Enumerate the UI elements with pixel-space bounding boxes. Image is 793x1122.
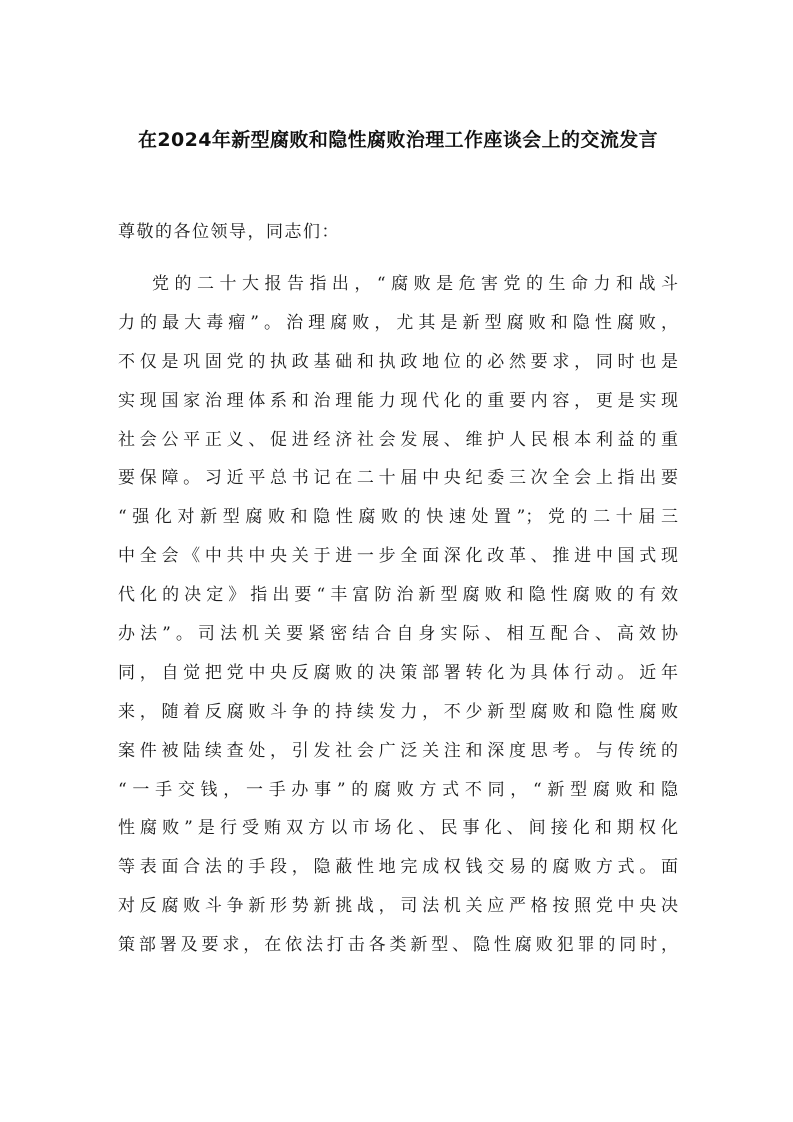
paragraph-line: 代化的决定》指出要“丰富防治新型腐败和隐性腐败的有效 [118,585,678,606]
paragraph-line: 同，自觉把党中央反腐败的决策部署转化为具体行动。近年 [118,662,678,683]
body-paragraph [118,265,678,965]
paragraph-line: 不仅是巩固党的执政基础和执政地位的必然要求，同时也是 [118,351,678,372]
paragraph-line: 性腐败”是行受贿双方以市场化、民事化、间接化和期权化 [118,818,678,839]
paragraph-line: 对反腐败斗争新形势新挑战，司法机关应严格按照党中央决 [118,896,678,917]
paragraph-line: 力的最大毒瘤”。治理腐败，尤其是新型腐败和隐性腐败， [118,312,678,333]
paragraph-line: 办法”。司法机关要紧密结合自身实际、相互配合、高效协 [118,624,678,645]
page-title: 在2024年新型腐败和隐性腐败治理工作座谈会上的交流发言 [137,129,659,151]
paragraph-line: 党的二十大报告指出，“腐败是危害党的生命力和战斗 [152,274,678,294]
paragraph-line: 等表面合法的手段，隐蔽性地完成权钱交易的腐败方式。面 [118,857,678,878]
paragraph-line: 实现国家治理体系和治理能力现代化的重要内容，更是实现 [118,390,678,411]
paragraph-line: 社会公平正义、促进经济社会发展、维护人民根本利益的重 [118,429,678,450]
paragraph-line: 要保障。习近平总书记在二十届中央纪委三次全会上指出要 [118,468,678,489]
paragraph-line: 来，随着反腐败斗争的持续发力，不少新型腐败和隐性腐败 [118,701,678,722]
paragraph-line: 策部署及要求，在依法打击各类新型、隐性腐败犯罪的同时， [118,935,678,956]
paragraph-line: “强化对新型腐败和隐性腐败的快速处置”；党的二十届三 [118,507,678,528]
paragraph-line: “一手交钱，一手办事”的腐败方式不同，“新型腐败和隐 [118,779,678,800]
paragraph-line: 案件被陆续查处，引发社会广泛关注和深度思考。与传统的 [118,740,678,761]
salutation: 尊敬的各位领导，同志们： [118,222,340,242]
paragraph-line: 中全会《中共中央关于进一步全面深化改革、推进中国式现 [118,546,678,567]
